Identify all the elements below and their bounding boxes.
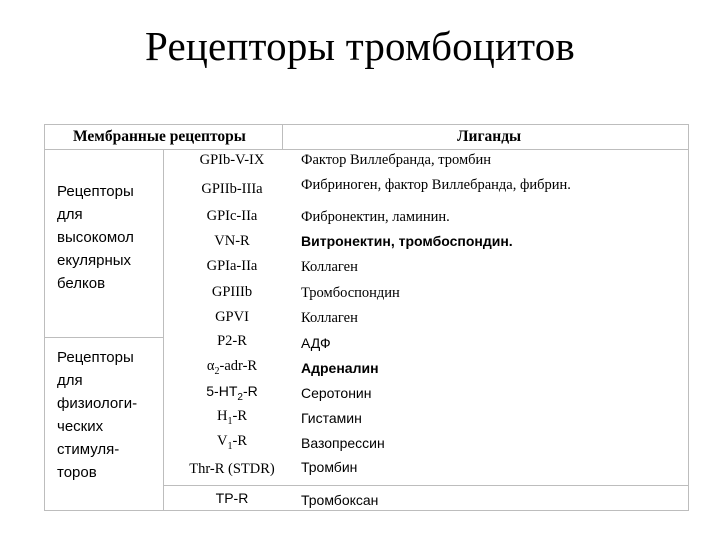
ligand-cell: Коллаген — [301, 259, 358, 275]
receptor-subscript: 2 — [214, 366, 220, 377]
receptor-subscript: 1 — [227, 416, 233, 427]
receptor-cell — [163, 433, 301, 452]
receptor-cell: GPIc-IIa — [206, 208, 258, 224]
ligand-cell: Фибронектин, ламинин. — [301, 209, 450, 225]
receptor-cell — [163, 408, 301, 427]
ligand-cell: Фибриноген, фактор Виллебранда, фибрин. — [301, 177, 571, 193]
receptor-cell: GPIIIb — [211, 284, 253, 300]
receptor-cell — [163, 358, 301, 377]
receptor-cell: P2-R — [217, 333, 247, 349]
receptor-cell — [163, 383, 301, 403]
receptor-suffix: -R — [232, 408, 247, 424]
slide-title: Рецепторы тромбоцитов — [145, 23, 575, 69]
ligand-cell: Серотонин — [301, 385, 372, 401]
receptor-cell: VN-R — [214, 233, 250, 249]
ligand-cell: Витронектин, тромбоспондин. — [301, 233, 513, 249]
receptor-suffix: -R — [232, 433, 247, 449]
header-divider — [45, 149, 688, 150]
column-divider — [282, 125, 283, 149]
ligand-cell: АДФ — [301, 335, 331, 351]
last-row-divider — [163, 485, 688, 486]
receptor-suffix: -R — [242, 383, 258, 399]
receptors-table — [44, 124, 689, 511]
receptor-cell: Thr-R (STDR) — [189, 461, 275, 477]
ligand-cell: Коллаген — [301, 310, 358, 326]
receptor-cell: GPIIb-IIIa — [201, 181, 263, 197]
ligand-cell: Адреналин — [301, 360, 379, 376]
receptor-cell: GPIa-IIa — [206, 258, 258, 274]
group-label-high-molecular: Рецепторы для высокомол екулярных белков — [57, 183, 134, 292]
receptor-symbol: H — [217, 408, 228, 424]
receptor-subscript: 1 — [227, 441, 233, 452]
ligand-cell: Тромбоксан — [301, 492, 379, 508]
group-divider — [163, 149, 164, 510]
ligand-cell: Тромбоспондин — [301, 285, 400, 301]
ligand-cell: Фактор Виллебранда, тромбин — [301, 152, 492, 168]
receptor-symbol: V — [217, 433, 228, 449]
receptor-subscript: 2 — [237, 392, 243, 403]
group-label-physiological: Рецепторы для физиологи- ческих стимуля- торов — [57, 349, 138, 481]
header-ligands: Лиганды — [457, 128, 522, 145]
receptor-suffix: -adr-R — [219, 358, 258, 374]
ligand-cell: Тромбин — [301, 459, 358, 475]
group-separator — [45, 337, 163, 338]
receptor-symbol: α — [206, 358, 215, 374]
receptor-cell: TP-R — [215, 490, 249, 506]
receptor-symbol: 5-HT — [206, 383, 238, 399]
ligand-cell: Вазопрессин — [301, 435, 385, 451]
header-membrane-receptors: Мембранные рецепторы — [73, 128, 246, 145]
receptor-cell: GPVI — [215, 309, 249, 325]
receptor-cell: GPIb-V-IX — [199, 152, 265, 168]
ligand-cell: Гистамин — [301, 410, 362, 426]
